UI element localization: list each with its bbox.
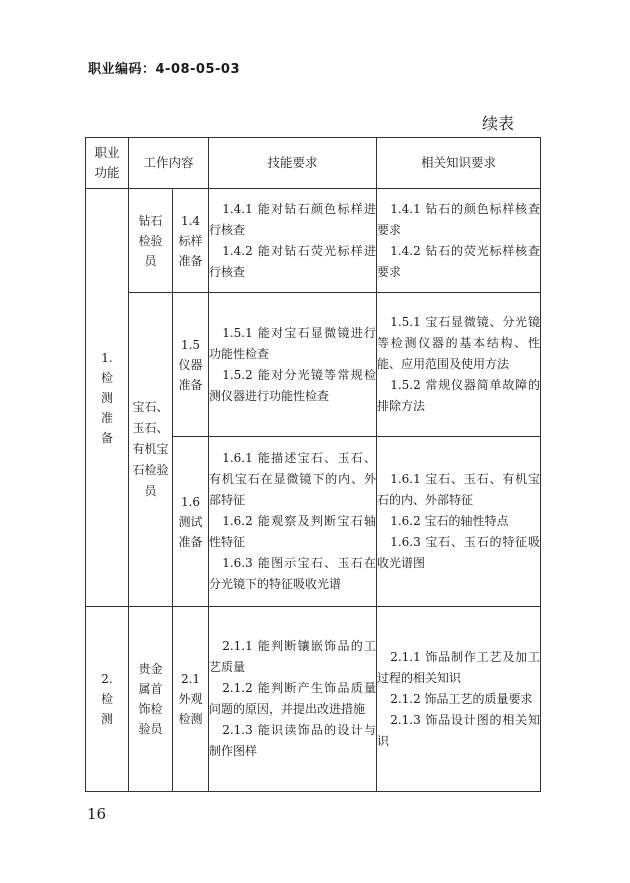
skill-item: 1.6.1 能描述宝石、玉石、有机宝石在显微镜下的内、外部特征 <box>209 451 377 507</box>
skill-cell <box>209 607 377 792</box>
skill-cell <box>209 189 377 293</box>
table-row <box>86 189 541 293</box>
knowledge-item: 1.4.1 钻石的颜色标样核查要求 <box>377 201 541 237</box>
skill-item: 1.5.1 能对宝石显微镜进行功能性检查 <box>209 325 377 361</box>
role-cell: 宝石、玉石、有机宝石检验员 <box>129 293 173 607</box>
knowledge-cell <box>377 437 541 607</box>
knowledge-item: 1.4.2 钻石的荧光标样核查要求 <box>377 243 541 279</box>
skill-item: 1.6.2 能观察及判断宝石轴性特征 <box>209 514 377 549</box>
skill-item: 1.4.2 能对钻石荧光标样进行核查 <box>209 243 377 279</box>
occupation-code: 职业编码：4-08-05-03 <box>88 62 241 77</box>
knowledge-item: 1.5.2 常规仪器简单故障的排除方法 <box>377 378 541 413</box>
header-knowledge: 相关知识要求 <box>377 138 541 189</box>
role-cell: 贵金属首饰检验员 <box>129 607 173 792</box>
table-header-row <box>86 138 541 189</box>
work-cell: 1.5 仪器准备 <box>173 293 209 437</box>
work-cell: 1.4 标样准备 <box>173 189 209 293</box>
skill-item: 2.1.1 能判断镶嵌饰品的工艺质量 <box>209 639 377 674</box>
knowledge-cell <box>377 607 541 792</box>
header-skill: 技能要求 <box>209 138 377 189</box>
work-cell: 2.1 外观检测 <box>173 607 209 792</box>
knowledge-item: 1.6.3 宝石、玉石的特征吸收光谱图 <box>377 535 541 570</box>
knowledge-item: 2.1.2 饰品工艺的质量要求 <box>390 691 533 706</box>
knowledge-item: 1.6.1 宝石、玉石、有机宝石的内、外部特征 <box>377 472 541 507</box>
table-row <box>86 607 541 792</box>
function-cell: 1. 检测准备 <box>86 189 129 607</box>
knowledge-cell <box>377 293 541 437</box>
continued-label: 续表 <box>482 114 515 133</box>
skill-item: 2.1.3 能识读饰品的设计与制作图样 <box>209 723 377 758</box>
knowledge-item: 2.1.3 饰品设计图的相关知识 <box>377 712 541 748</box>
skill-item: 1.5.2 能对分光镜等常规检测仪器进行功能性检查 <box>209 367 377 403</box>
skill-cell <box>209 437 377 607</box>
skill-item: 2.1.2 能判断产生饰品质量问题的原因，并提出改进措施 <box>209 681 377 716</box>
header-function: 职业功能 <box>86 138 129 189</box>
header-work: 工作内容 <box>129 138 209 189</box>
skill-item: 1.4.1 能对钻石颜色标样进行核查 <box>209 201 377 237</box>
knowledge-item: 1.6.2 宝石的轴性特点 <box>390 514 509 528</box>
knowledge-item: 2.1.1 饰品制作工艺及加工过程的相关知识 <box>377 649 541 685</box>
knowledge-item: 1.5.1 宝石显微镜、分光镜等检测仪器的基本结构、性能、应用范围及使用方法 <box>377 315 541 371</box>
knowledge-cell <box>377 189 541 293</box>
work-cell: 1.6 测试准备 <box>173 437 209 607</box>
standards-table <box>85 137 541 792</box>
table-row <box>86 293 541 437</box>
page-number: 16 <box>87 805 107 823</box>
skill-cell <box>209 293 377 437</box>
role-cell: 钻石检验员 <box>129 189 173 293</box>
function-cell: 2. 检测 <box>86 607 129 792</box>
skill-item: 1.6.3 能图示宝石、玉石在分光镜下的特征吸收光谱 <box>209 556 377 591</box>
